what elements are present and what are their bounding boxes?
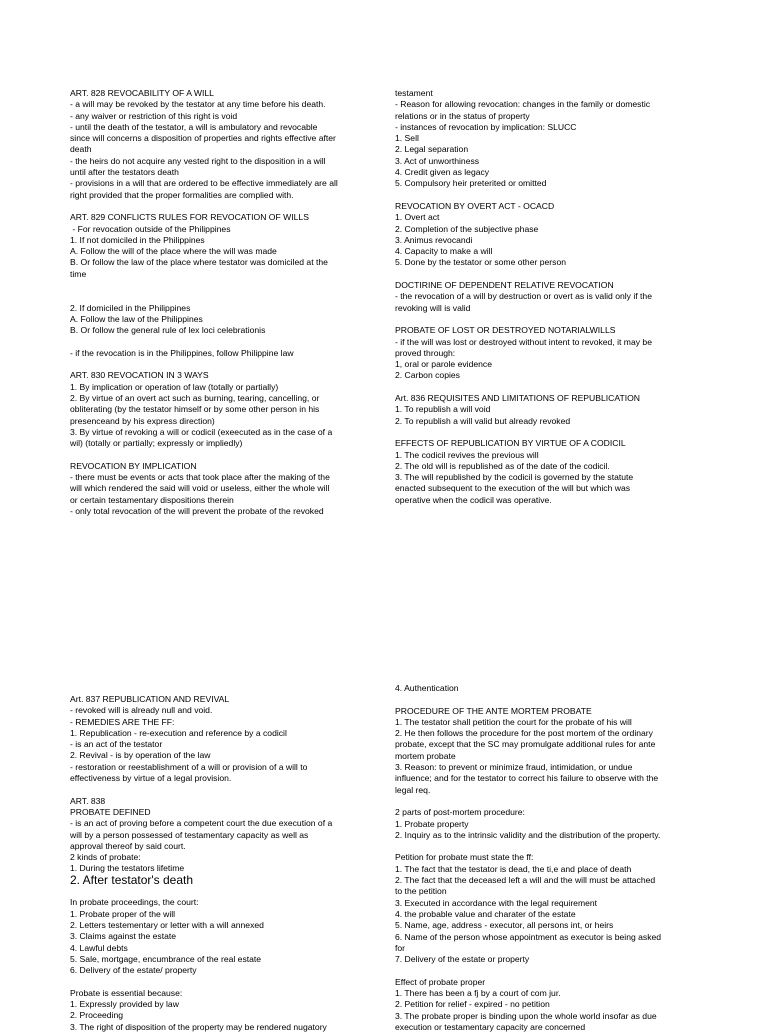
text-line: 2 kinds of probate: [70, 852, 141, 863]
text-line: PROCEDURE OF THE ANTE MORTEM PROBATE [395, 705, 592, 716]
text-line: 2. The fact that the deceased left a will and the will must be attached [395, 875, 656, 886]
text-line: 1. The testator shall petition the court for the probate of his will [395, 716, 632, 727]
blank-line [395, 427, 707, 438]
text-line: - until the death of the testator, a will is ambulatory and revocable [70, 121, 318, 132]
text-line: 2. Carbon copies [395, 370, 460, 381]
text-line: A. Follow the will of the place where the will was made [70, 246, 277, 257]
text-line: 2. Letters testementary or letter with a will annexed [70, 919, 264, 930]
text-line: 2. To republish a will valid but already revoked [395, 415, 571, 426]
text-line: 3. The probate proper is binding upon the whole world insofar as due [395, 1010, 657, 1021]
blank-line [70, 450, 382, 461]
text-line: or certain testamentary dispositions therein [70, 494, 234, 505]
text-line: 2. After testator's death [70, 872, 194, 887]
text-line: 1. The codicil revives the previous will [395, 449, 539, 460]
blank-line [395, 796, 707, 807]
text-line: - is an act of proving before a competent court the due execution of a [70, 818, 333, 829]
text-line: - the revocation of a will by destruction or overt as is valid only if the [395, 291, 652, 302]
text-line: for [395, 942, 406, 953]
text-line: 1. By implication or operation of law (totally or partially) [70, 381, 279, 392]
text-line: In probate proceedings, the court: [70, 897, 199, 908]
blank-line [70, 359, 382, 370]
text-line: 1. Overt act [395, 212, 440, 223]
text-line: 5. Sale, mortgage, encumbrance of the real estate [70, 953, 262, 964]
text-line: 1. Sell [395, 133, 419, 144]
text-line: 2. Inquiry as to the intrinsic validity and the distribution of the property. [395, 829, 661, 840]
text-line: A. Follow the law of the Philippines [70, 313, 203, 324]
text-line: 4. Capacity to make a will [395, 246, 493, 257]
blank-line [70, 337, 382, 348]
text-line: - is an act of the testator [70, 739, 163, 750]
text-line: - revoked will is already null and void. [70, 705, 213, 716]
text-line: - the heirs do not acquire any vested right to the disposition in a will [70, 155, 326, 166]
text-line: enacted subsequent to the execution of the will but which was [395, 483, 631, 494]
text-line: 1. Probate property [395, 818, 469, 829]
column-bottom-right [395, 683, 707, 1033]
text-line: 1. Expressly provided by law [70, 999, 179, 1010]
text-line: 6. Delivery of the estate/ property [70, 965, 197, 976]
blank-line [395, 269, 707, 280]
text-line: execution or testamentary capacity are concerned [395, 1021, 586, 1032]
text-line: time [70, 268, 87, 279]
text-line: - instances of revocation by implication: SLUCC [395, 121, 577, 132]
text-line: - a will may be revoked by the testator at any time before his death. [70, 99, 326, 110]
text-line: Effect of probate proper [395, 976, 486, 987]
text-line: death [70, 144, 92, 155]
text-line: relations or in the status of property [395, 110, 530, 121]
text-line: effectiveness by virtue of a legal provision. [70, 773, 232, 784]
text-line: 1. To republish a will void [395, 404, 491, 415]
text-line: to the petition [395, 886, 447, 897]
text-line: EFFECTS OF REPUBLICATION BY VIRTUE OF A CODICIL [395, 438, 626, 449]
text-line: 2. If domiciled in the Philippines [70, 302, 191, 313]
text-line: 2. Revival - is by operation of the law [70, 750, 211, 761]
text-line: - REMEDIES ARE THE FF: [70, 716, 175, 727]
text-line: 2. Petition for relief - expired - no petition [395, 999, 550, 1010]
text-line: B. Or follow the general rule of lex loci celebrationis [70, 325, 266, 336]
text-line: PROBATE DEFINED [70, 806, 151, 817]
text-line: 7. Delivery of the estate or property [395, 954, 530, 965]
text-line: 1. If not domiciled in the Philippines [70, 234, 205, 245]
text-line: - if the revocation is in the Philippines, follow Philippine law [70, 347, 294, 358]
text-line: approval thereof by said court. [70, 840, 186, 851]
text-line: PROBATE OF LOST OR DESTROYED NOTARIALWILLS [395, 325, 616, 336]
text-line: Art. 837 REPUBLICATION AND REVIVAL [70, 694, 230, 704]
text-line: operative when the codicil was operative. [395, 494, 552, 505]
blank-line [70, 886, 382, 897]
text-line: 1. There has been a fj by a court of com jur. [395, 988, 561, 999]
text-line: ART. 829 CONFLICTS RULES FOR REVOCATION OF WILLS [70, 212, 309, 223]
text-line: 5. Name, age, address - executor, all persons int, or heirs [395, 920, 614, 931]
text-line: REVOCATION BY OVERT ACT - OCACD [395, 200, 555, 211]
text-line: mortem probate [395, 750, 456, 761]
text-line: 3. The right of disposition of the property may be rendered nugatory [70, 1021, 327, 1032]
text-line: DOCTIRINE OF DEPENDENT RELATIVE REVOCATION [395, 280, 614, 291]
text-line: 1. The fact that the testator is dead, the ti,e and place of death [395, 863, 632, 874]
text-line: 3. Act of unworthiness [395, 155, 480, 166]
blank-line [395, 965, 707, 976]
text-line: 3. Claims against the estate [70, 931, 177, 942]
text-line: ART. 838 [70, 795, 106, 806]
blank-line [395, 694, 707, 705]
text-line: presenceand by his express direction) [70, 415, 215, 426]
text-line: testament [395, 88, 433, 98]
text-line: 1, oral or parole evidence [395, 359, 492, 370]
blank-line [395, 190, 707, 201]
text-line: 2 parts of post-mortem procedure: [395, 807, 525, 818]
column-bottom-left [70, 694, 382, 1033]
blank-line [395, 314, 707, 325]
text-line: 2. By virtue of an overt act such as burning, tearing, cancelling, or [70, 393, 320, 404]
text-line: will which rendered the said will void or useless, either the whole will [70, 483, 330, 494]
text-line: 2. The old will is republished as of the date of the codicil. [395, 460, 610, 471]
text-line: proved through: [395, 347, 456, 358]
text-line: 4. Authentication [395, 683, 459, 693]
text-line: 5. Done by the testator or some other person [395, 257, 567, 268]
text-line: legal req. [395, 784, 431, 795]
text-line: influence; and for the testator to correct his failure to observe with the [395, 773, 659, 784]
text-line: - provisions in a will that are ordered to be effective immediately are all [70, 178, 338, 189]
text-line: 4. Lawful debts [70, 942, 128, 953]
text-line: 3. By virtue of revoking a will or codicil (exeecuted as in the case of a [70, 426, 333, 437]
text-line: obliterating (by the testator himself or by some other person in his [70, 404, 320, 415]
text-line: 4. the probable value and charater of the estate [395, 908, 576, 919]
text-line: Probate is essential because: [70, 987, 183, 998]
text-line: B. Or follow the law of the place where testator was domiciled at the [70, 257, 328, 268]
text-line: 3. The will republished by the codicil is governed by the statute [395, 472, 634, 483]
text-line: ART. 828 REVOCABILITY OF A WILL [70, 88, 214, 98]
text-line: 2. Proceeding [70, 1010, 124, 1021]
text-line: revoking will is valid [395, 302, 471, 313]
blank-line [70, 976, 382, 987]
text-line: Petition for probate must state the ff: [395, 852, 534, 863]
text-line: 1. Probate proper of the will [70, 908, 176, 919]
blank-line [70, 291, 382, 302]
text-line: 2. Completion of the subjective phase [395, 223, 539, 234]
text-line: - there must be events or acts that took place after the making of the [70, 472, 330, 483]
blank-line [395, 841, 707, 852]
text-line: 4. Credit given as legacy [395, 167, 490, 178]
text-line: - Reason for allowing revocation: changes in the family or domestic [395, 99, 651, 110]
column-top-right [395, 88, 707, 506]
text-line: since will concerns a disposition of properties and rights effective after [70, 133, 336, 144]
text-line: will by a person possessed of testamentary capacity as well as [70, 829, 309, 840]
text-line: REVOCATION BY IMPLICATION [70, 460, 197, 471]
text-line: ART. 830 REVOCATION IN 3 WAYS [70, 370, 209, 381]
blank-line [395, 382, 707, 393]
text-line: Art. 836 REQUISITES AND LIMITATIONS OF REPUBLICATION [395, 393, 640, 404]
text-line: probate, except that the SC may promulgate additional rules for ante [395, 739, 656, 750]
text-line: 1. Republication - re-execution and reference by a codicil [70, 727, 287, 738]
text-line: 1. During the testators lifetime [70, 863, 185, 874]
text-line: - only total revocation of the will prevent the probate of the revoked [70, 505, 324, 516]
text-line: 3. Animus revocandi [395, 234, 473, 245]
text-line: 2. Legal separation [395, 144, 469, 155]
blank-line [70, 280, 382, 291]
text-line: right provided that the proper formalities are complied with. [70, 189, 294, 200]
column-top-left [70, 88, 382, 517]
text-line: 5. Compulsory heir preterited or omitted [395, 178, 547, 189]
text-line: - For revocation outside of the Philippines [70, 223, 231, 234]
text-line: 3. Executed in accordance with the legal requirement [395, 897, 598, 908]
text-line: 3. Reason: to prevent or minimize fraud, intimidation, or undue [395, 762, 633, 773]
text-line: - if the will was lost or destroyed without intent to revoked, it may be [395, 336, 652, 347]
text-line: 6. Name of the person whose appointment as executor is being asked [395, 931, 662, 942]
text-line: - any waiver or restriction of this right is void [70, 110, 238, 121]
text-line: - restoration or reestablishment of a will or provision of a will to [70, 761, 308, 772]
text-line: 2. He then follows the procedure for the post mortem of the ordinary [395, 728, 653, 739]
text-line: wil) (totally or partially; expressly or impliedly) [70, 438, 243, 449]
blank-line [70, 201, 382, 212]
text-line: until after the testators death [70, 167, 179, 178]
blank-line [70, 784, 382, 795]
